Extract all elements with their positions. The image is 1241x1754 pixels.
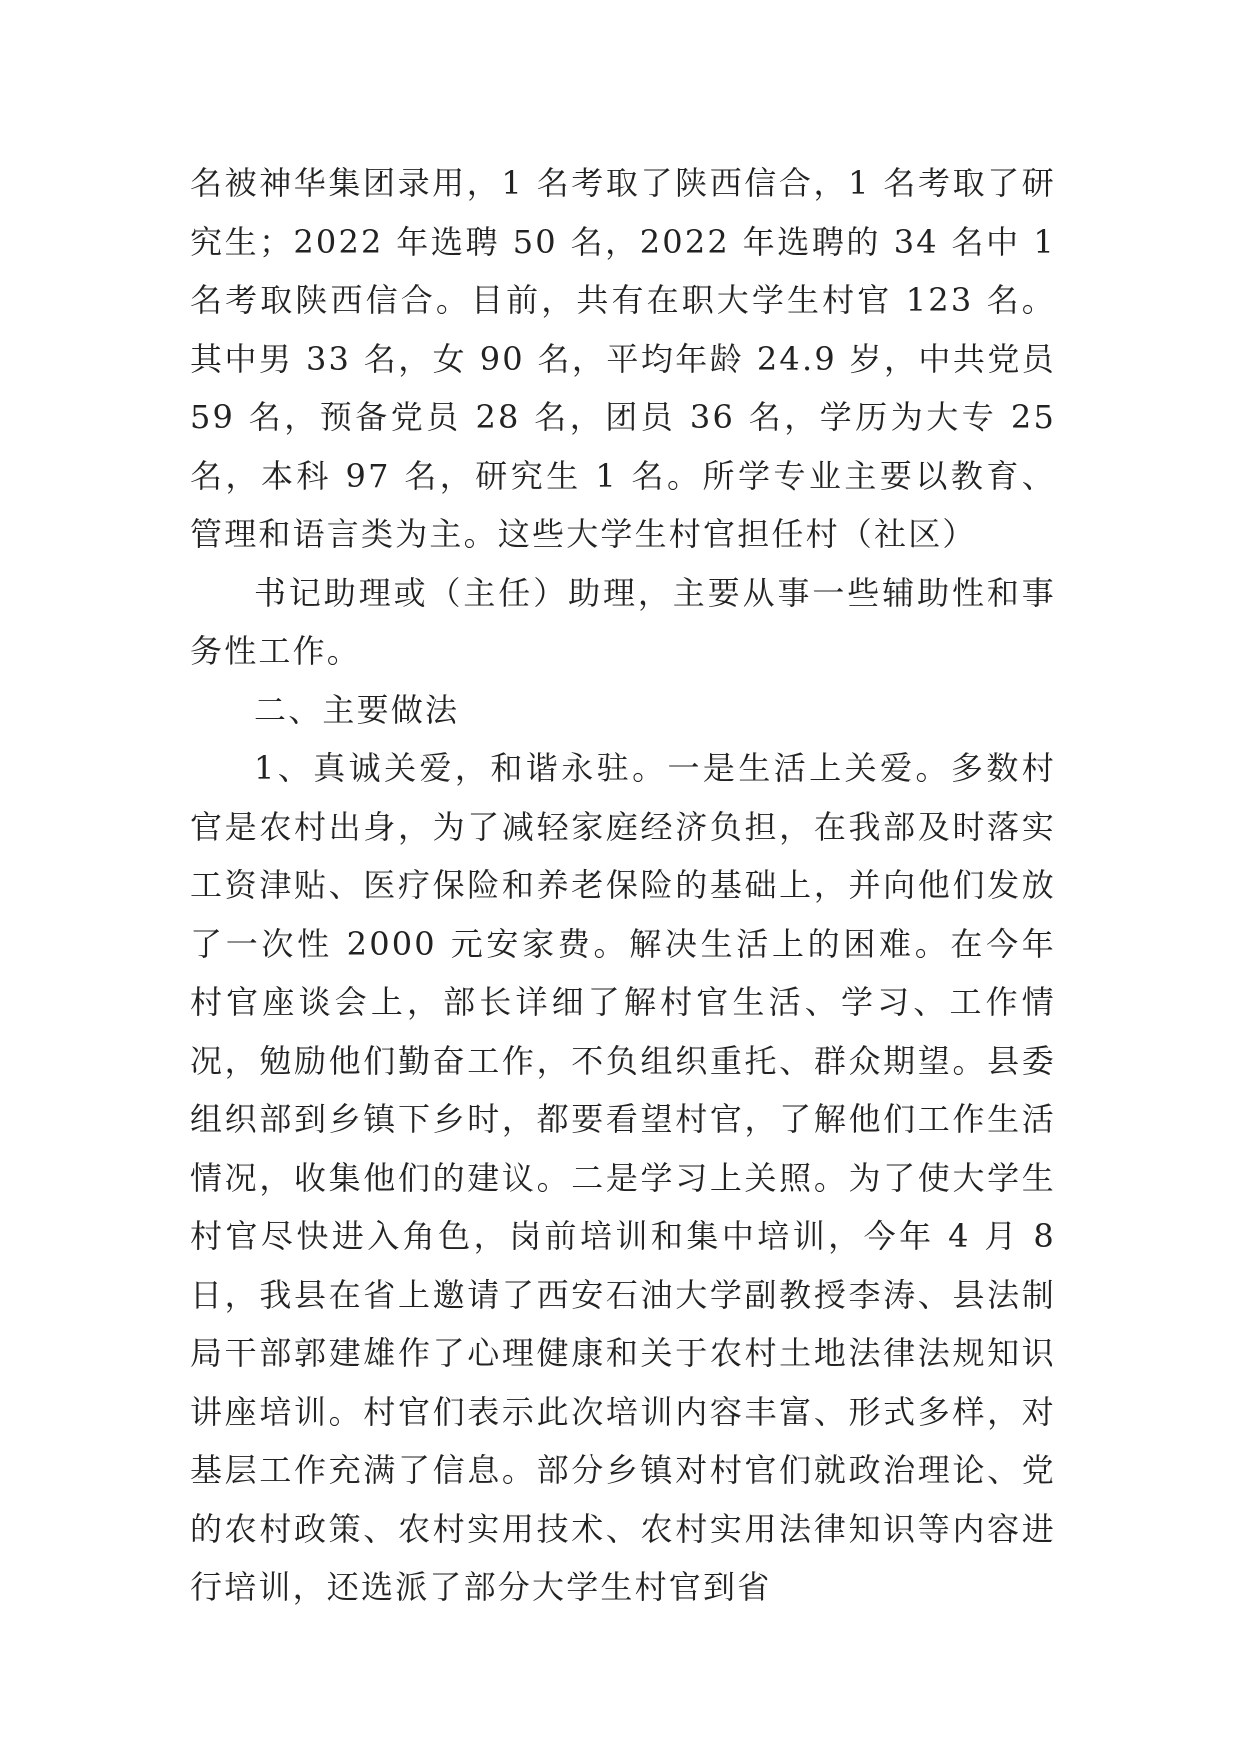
paragraph-care-measures: 1、真诚关爱，和谐永驻。一是生活上关爱。多数村官是农村出身，为了减轻家庭经济负担，在我部及时落实工资津贴、医疗保险和养老保险的基础上，并向他们发放了一次性 2000 元安家费。解决生活上的困难。在今年村官座谈会上，部长详细了解村官生活、学习、工作情况，勉励他们勤奋工作，不负组织重托、群众期望。县委组织部到乡镇下乡时，都要看望村官，了解他们工作生活情况，收集他们的建议。二是学习上关照。为了使大学生村官尽快进入角色，岗前培训和集中培训，今年 4 月 8 日，我县在省上邀请了西安石油大学副教授李涛、县法制局干部郭建雄作了心理健康和关于农村土地法律法规知识讲座培训。村官们表示此次培训内容丰富、形式多样，对基层工作充满了信息。部分乡镇对村官们就政治理论、党的农村政策、农村实用技术、农村实用法律知识等内容进行培训，还选派了部分大学生村官到省 — [190, 749, 1056, 1606]
document-body — [190, 154, 1056, 1617]
paragraph-personnel-statistics: 名被神华集团录用，1 名考取了陕西信合，1 名考取了研究生；2022 年选聘 50 名，2022 年选聘的 34 名中 1 名考取陕西信合。目前，共有在职大学生村官 123 名。其中男 33 名，女 90 名，平均年龄 24.9 岁，中共党员 59 名，预备党员 28 名，团员 36 名，学历为大专 25 名，本科 97 名，研究生 1 名。所学专业主要以教育、管理和语言类为主。这些大学生村官担任村（社区） — [190, 164, 1056, 553]
paragraph-assistant-duties: 书记助理或（主任）助理，主要从事一些辅助性和事务性工作。 — [190, 573, 1056, 670]
section-heading-main-practices: 二、主要做法 — [254, 690, 460, 729]
